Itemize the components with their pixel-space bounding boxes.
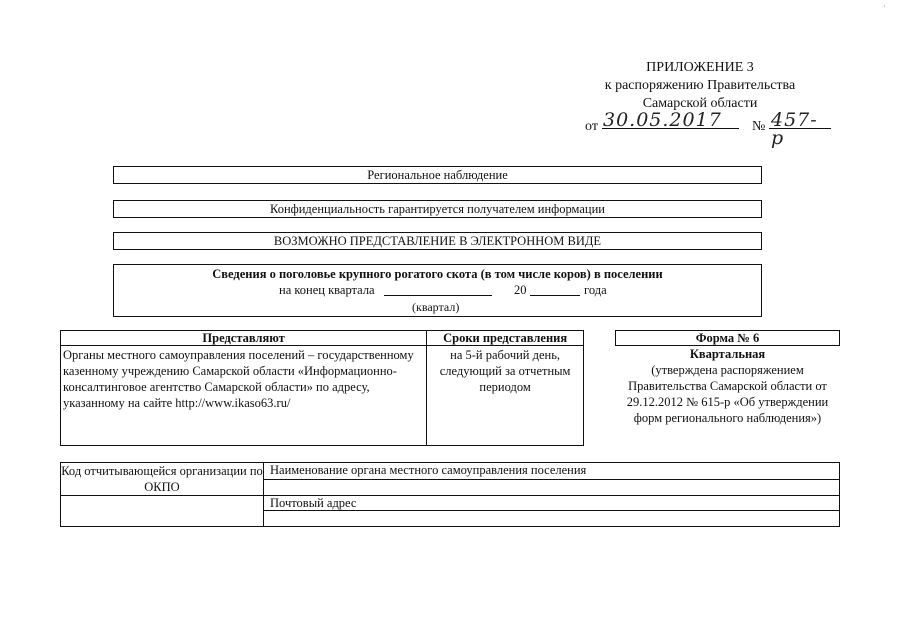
end-of-quarter-label: на конец квартала <box>279 283 375 297</box>
annex-signature-line <box>585 109 818 149</box>
report-title-box <box>113 264 762 317</box>
corner-mark: · <box>883 2 886 11</box>
quarter-caption: (квартал) <box>412 300 460 314</box>
date-handwritten: 30.05.2017 <box>603 109 722 131</box>
quarter-line <box>114 282 761 298</box>
year-blank[interactable] <box>530 282 580 296</box>
col-header-deadline: Сроки представления <box>427 331 584 346</box>
submission-table <box>60 330 584 446</box>
year-prefix: 20 <box>514 283 527 297</box>
col-header-submit: Представляют <box>61 331 427 346</box>
postal-address-label: Почтовый адрес <box>264 496 840 511</box>
annex-line-2: Самарской области <box>642 96 758 111</box>
okpo-code-label: Код отчитывающейся организации по ОКПО <box>61 464 263 494</box>
report-title: Сведения о поголовье крупного рогатого скота (в том числе коров) в поселении <box>212 267 663 281</box>
form-period: Квартальная <box>689 347 766 361</box>
quarter-blank[interactable] <box>384 282 492 296</box>
postal-address-field[interactable] <box>264 511 840 527</box>
confidentiality-bar: Конфиденциальность гарантируется получателем информации <box>113 200 762 218</box>
deadline-text: на 5-й рабочий день, следующий за отчетным периодом <box>427 346 584 446</box>
annex-title: ПРИЛОЖЕНИЕ 3 <box>646 60 754 75</box>
form-approval: (утверждена распоряжением Правительства Самарской области от 29.12.2012 № 615-р «Об утверждении форм регионального наблюдения») <box>626 363 829 425</box>
org-name-field[interactable] <box>264 480 840 496</box>
from-label: от <box>585 119 598 134</box>
okpo-code-field[interactable] <box>61 496 264 527</box>
number-handwritten: 457-р <box>771 109 818 149</box>
submit-text: Органы местного самоуправления поселений – государственному казенному учреждению Самарской области «Информационно-консалтинговое агентство Самарской области» по адресу, указанному на сайте http://www.ikaso63.ru/ <box>61 346 427 446</box>
form-box <box>615 330 840 426</box>
electronic-submission-bar: ВОЗМОЖНО ПРЕДСТАВЛЕНИЕ В ЭЛЕКТРОННОМ ВИДЕ <box>113 232 762 250</box>
form-number: Форма № 6 <box>615 330 840 346</box>
year-label: года <box>584 283 607 297</box>
organization-table <box>60 462 840 527</box>
org-name-label: Наименование органа местного самоуправления поселения <box>264 463 840 480</box>
annex-header <box>585 59 818 149</box>
annex-line-1: к распоряжению Правительства <box>604 78 796 93</box>
number-label: № <box>752 119 766 134</box>
regional-observation-bar: Региональное наблюдение <box>113 166 762 184</box>
